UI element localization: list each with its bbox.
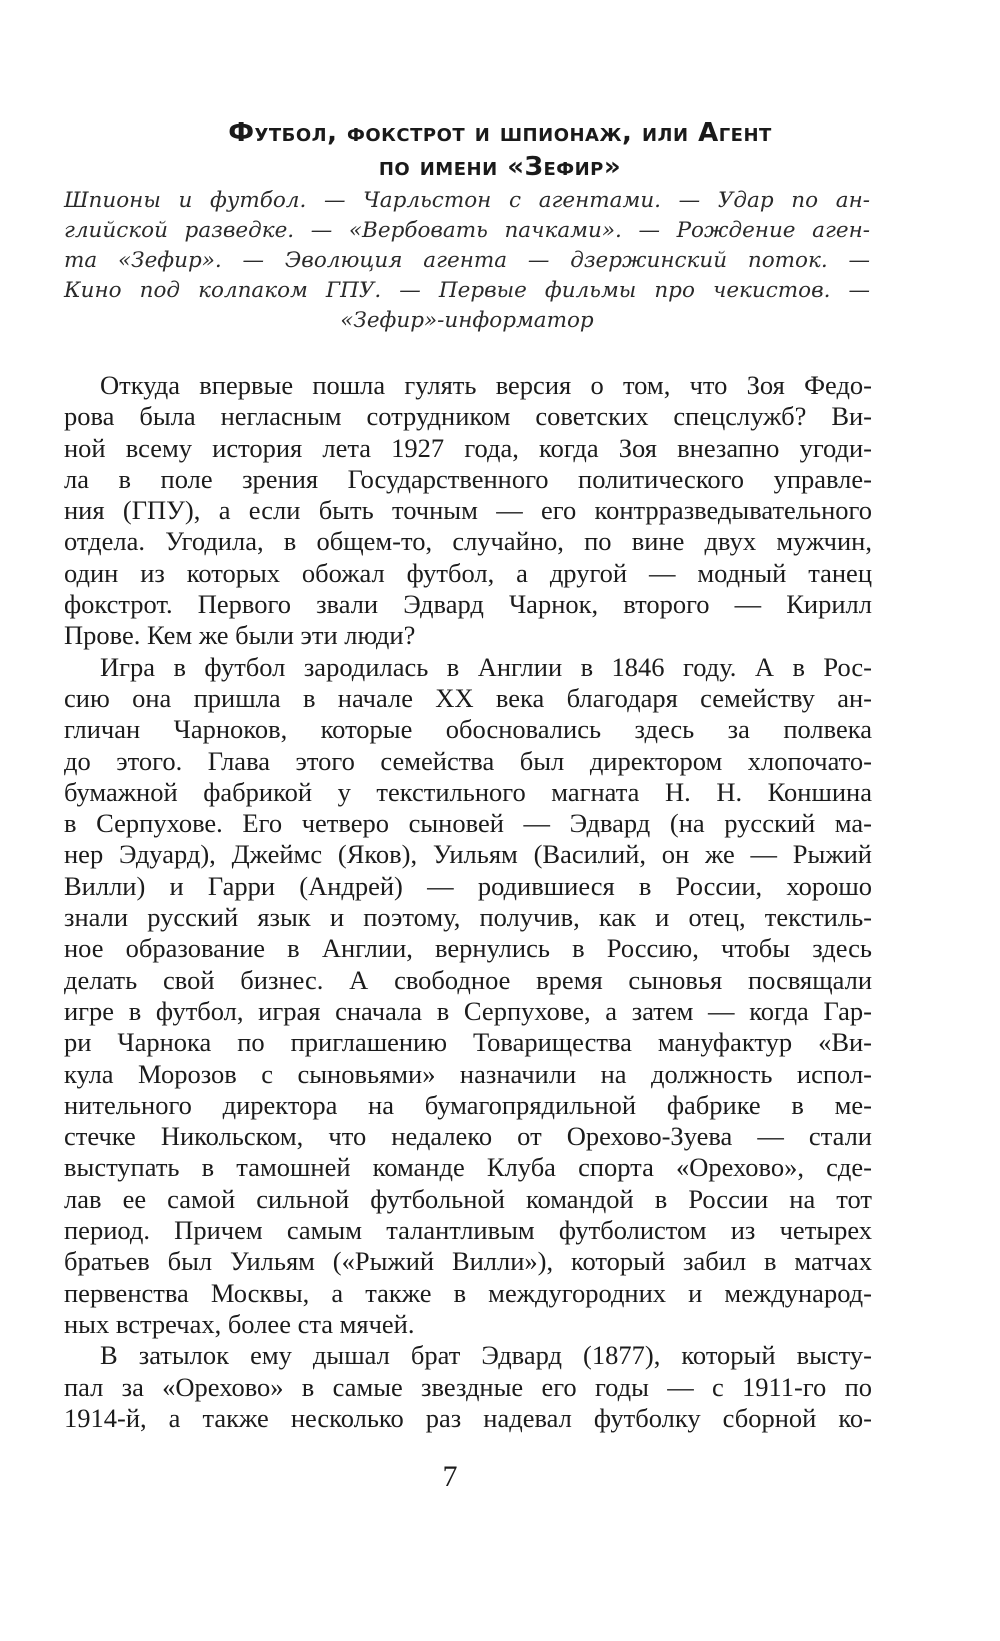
text-line: нер Эдуард), Джеймс (Яков), Уильям (Василий, он же — Рыжий [64,839,872,870]
text-line: ное образование в Англии, вернулись в Россию, чтобы здесь [64,933,872,964]
summary-line: глийской разведке. — «Вербовать пачками». — Рождение аген- [64,218,870,243]
text-line: 1914-й, а также несколько раз надевал футболку сборной ко- [64,1402,872,1433]
text-line: В затылок ему дышал брат Эдвард (1877), который высту- [100,1340,872,1371]
chapter-title [60,116,940,184]
summary-line: «Зефир»-информатор [340,308,594,333]
chapter-title-line-1: Футбол, фокстрот и шпионаж, или Агент [228,118,772,148]
text-line: отдела. Угодила, в общем-то, случайно, по вине двух мужчин, [64,526,872,557]
text-line: игре в футбол, играя сначала в Серпухове, а затем — когда Гар- [64,995,872,1026]
text-line: Игра в футбол зародилась в Англии в 1846 году. А в Рос- [100,651,872,682]
text-line: лав ее самой сильной футбольной командой в России на тот [64,1183,872,1214]
text-line: фокстрот. Первого звали Эдвард Чарнок, второго — Кирилл [64,589,872,620]
text-line: Откуда впервые пошла гулять версия о том, что Зоя Федо- [100,370,872,400]
text-line: до этого. Глава этого семейства был директором хлопочато- [64,745,872,776]
body-text [64,370,872,1434]
text-line: бумажной фабрикой у текстильного магната Н. Н. Коншина [64,776,872,807]
text-line: первенства Москвы, а также в междугородних и международ- [64,1277,872,1308]
text-line: период. Причем самым талантливым футболистом из четырех [64,1215,872,1246]
text-line: пал за «Орехово» в самые звездные его годы — с 1911-го по [64,1371,872,1402]
summary-line: Кино под колпаком ГПУ. — Первые фильмы про чекистов. — [64,278,870,303]
summary-line: Шпионы и футбол. — Чарльстон с агентами. — Удар по ан- [64,188,870,213]
text-line: Прове. Кем же были эти люди? [64,620,416,651]
page-number: 7 [442,1460,458,1493]
text-line: стечке Никольском, что недалеко от Орехово-Зуева — стали [64,1121,872,1152]
text-line: сию она пришла в начале XX века благодаря семейству ан- [64,682,872,713]
text-line: рова была негласным сотрудником советских спецслужб? Ви- [64,401,872,432]
text-line: ных встречах, более ста мячей. [64,1308,415,1339]
text-line: ри Чарнока по приглашению Товарищества мануфактур «Ви- [64,1027,872,1058]
text-line: знали русский язык и поэтому, получив, как и отец, текстиль- [64,902,872,933]
text-line: гличан Чарноков, которые обосновались здесь за полвека [64,714,872,745]
text-line: один из которых обожал футбол, а другой — модный танец [64,557,872,588]
text-line: Вилли) и Гарри (Андрей) — родившиеся в России, хорошо [64,870,872,901]
text-line: делать свой бизнес. А свободное время сыновья посвящали [64,964,872,995]
chapter-title-line-2: по имени «Зефир» [378,152,622,182]
text-line: нительного директора на бумагопрядильной фабрике в ме- [64,1089,872,1120]
text-line: выступать в тамошней команде Клуба спорта «Орехово», сде- [64,1152,872,1183]
text-line: ной всему история лета 1927 года, когда Зоя внезапно угоди- [64,432,872,463]
chapter-summary [64,186,870,336]
summary-line: та «Зефир». — Эволюция агента — дзержинский поток. — [64,248,870,273]
text-line: братьев был Уильям («Рыжий Вилли»), который забил в матчах [64,1246,872,1277]
text-line: кула Морозов с сыновьями» назначили на должность испол- [64,1058,872,1089]
text-line: ла в поле зрения Государственного политического управле- [64,463,872,494]
text-line: ния (ГПУ), а если быть точным — его контрразведывательного [64,495,872,526]
text-line: в Серпухове. Его четверо сыновей — Эдвард (на русский ма- [64,808,872,839]
